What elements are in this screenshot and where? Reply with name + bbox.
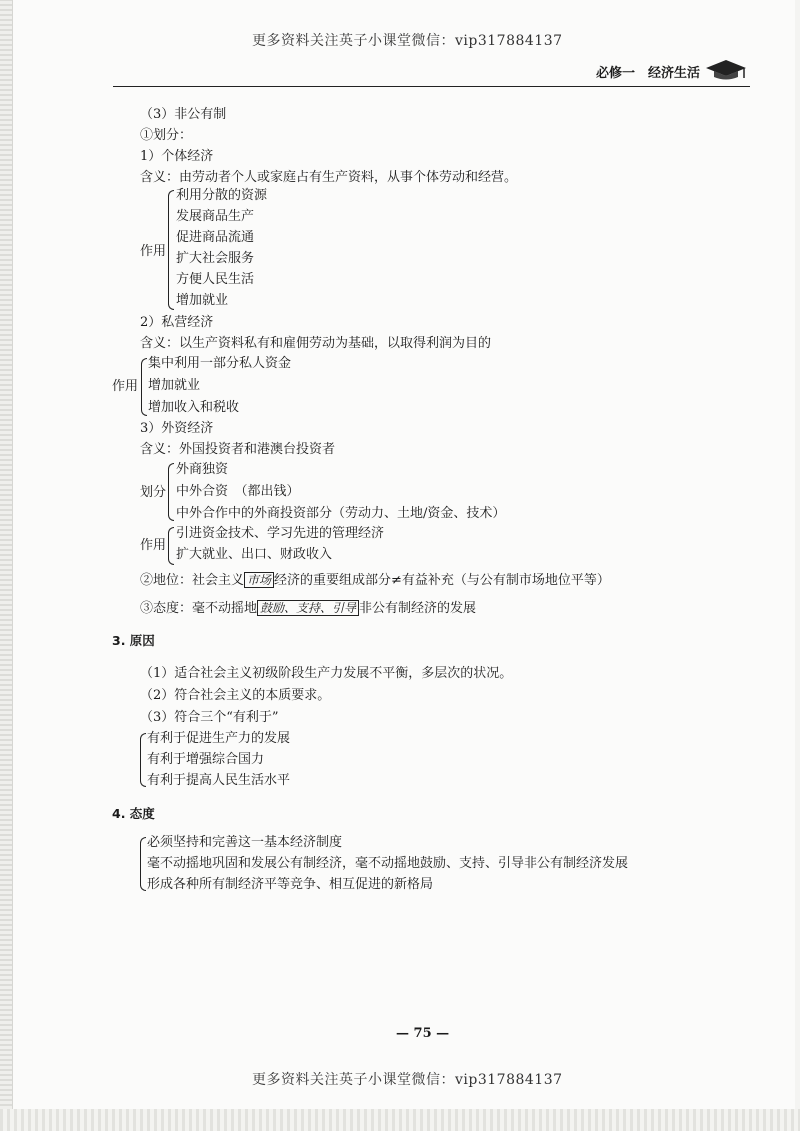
brace xyxy=(141,358,147,416)
list-item: 方便人民生活 xyxy=(176,272,255,287)
reason-item: （3）符合三个“有利于” xyxy=(140,710,279,725)
attitude-title: 4. 态度 xyxy=(112,806,155,821)
reason-item: （2）符合社会主义的本质要求。 xyxy=(140,688,331,703)
private-title: 2）私营经济 xyxy=(140,315,214,330)
foreign-division-label: 划分 xyxy=(140,485,167,500)
foreign-role-label: 作用 xyxy=(140,538,167,553)
brace xyxy=(140,733,146,787)
brace xyxy=(168,190,174,310)
watermark-bottom: 更多资料关注英子小课堂微信：vip317884137 xyxy=(252,1072,563,1088)
list-item: 中外合作中的外商投资部分（劳动力、土地/资金、技术） xyxy=(176,506,506,521)
foreign-meaning: 含义：外国投资者和港澳台投资者 xyxy=(140,442,336,457)
scan-edge-bottom xyxy=(0,1109,800,1131)
brace xyxy=(168,527,174,565)
private-meaning: 含义：以生产资料私有和雇佣劳动为基础，以取得利润为目的 xyxy=(140,336,492,351)
attitude-item: 必须坚持和完善这一基本经济制度 xyxy=(147,835,343,850)
reason-item: （1）适合社会主义初级阶段生产力发展不平衡，多层次的状况。 xyxy=(140,666,513,681)
brace xyxy=(140,837,146,891)
status-prefix: ②地位：社会主义 xyxy=(140,573,245,588)
graduation-cap-icon xyxy=(704,56,748,82)
brace xyxy=(168,463,174,521)
list-item: 增加收入和税收 xyxy=(148,400,240,415)
private-role-label: 作用 xyxy=(112,379,139,394)
attitude-boxed: 鼓励、支持、引导 xyxy=(257,600,359,616)
list-item: 外商独资 xyxy=(176,462,229,477)
attitude-suffix: 非公有制经济的发展 xyxy=(359,601,477,616)
header-title: 必修一 经济生活 xyxy=(596,66,701,81)
list-item: 中外合资 （都出钱） xyxy=(176,484,300,499)
status-line xyxy=(140,572,610,589)
list-item: 增加就业 xyxy=(176,293,229,308)
benefit-item: 有利于提高人民生活水平 xyxy=(147,773,291,788)
individual-title: 1）个体经济 xyxy=(140,149,214,164)
individual-role-label: 作用 xyxy=(140,244,167,259)
status-suffix: 经济的重要组成部分≠有益补充（与公有制市场地位平等） xyxy=(274,573,610,588)
status-boxed: 市场 xyxy=(244,572,274,588)
list-item: 集中利用一部分私人资金 xyxy=(148,356,292,371)
reason-title: 3. 原因 xyxy=(112,633,155,648)
section-title: （3）非公有制 xyxy=(140,107,227,122)
benefit-item: 有利于增强综合国力 xyxy=(147,752,265,767)
watermark-top: 更多资料关注英子小课堂微信：vip317884137 xyxy=(252,33,563,49)
attitude-item: 毫不动摇地巩固和发展公有制经济，毫不动摇地鼓励、支持、引导非公有制经济发展 xyxy=(147,856,629,871)
list-item: 增加就业 xyxy=(148,378,201,393)
list-item: 引进资金技术、学习先进的管理经济 xyxy=(176,526,385,541)
individual-meaning: 含义：由劳动者个人或家庭占有生产资料，从事个体劳动和经营。 xyxy=(140,170,518,185)
division-heading: ①划分： xyxy=(140,128,193,143)
header-rule xyxy=(113,86,750,87)
attitude-line xyxy=(140,600,476,617)
list-item: 扩大社会服务 xyxy=(176,251,255,266)
attitude-item: 形成各种所有制经济平等竞争、相互促进的新格局 xyxy=(147,877,434,892)
list-item: 扩大就业、出口、财政收入 xyxy=(176,547,333,562)
benefit-item: 有利于促进生产力的发展 xyxy=(147,731,291,746)
list-item: 发展商品生产 xyxy=(176,209,255,224)
list-item: 利用分散的资源 xyxy=(176,188,268,203)
list-item: 促进商品流通 xyxy=(176,230,255,245)
attitude-prefix: ③态度：毫不动摇地 xyxy=(140,601,258,616)
foreign-title: 3）外资经济 xyxy=(140,421,214,436)
page-number: — 75 — xyxy=(396,1026,450,1041)
